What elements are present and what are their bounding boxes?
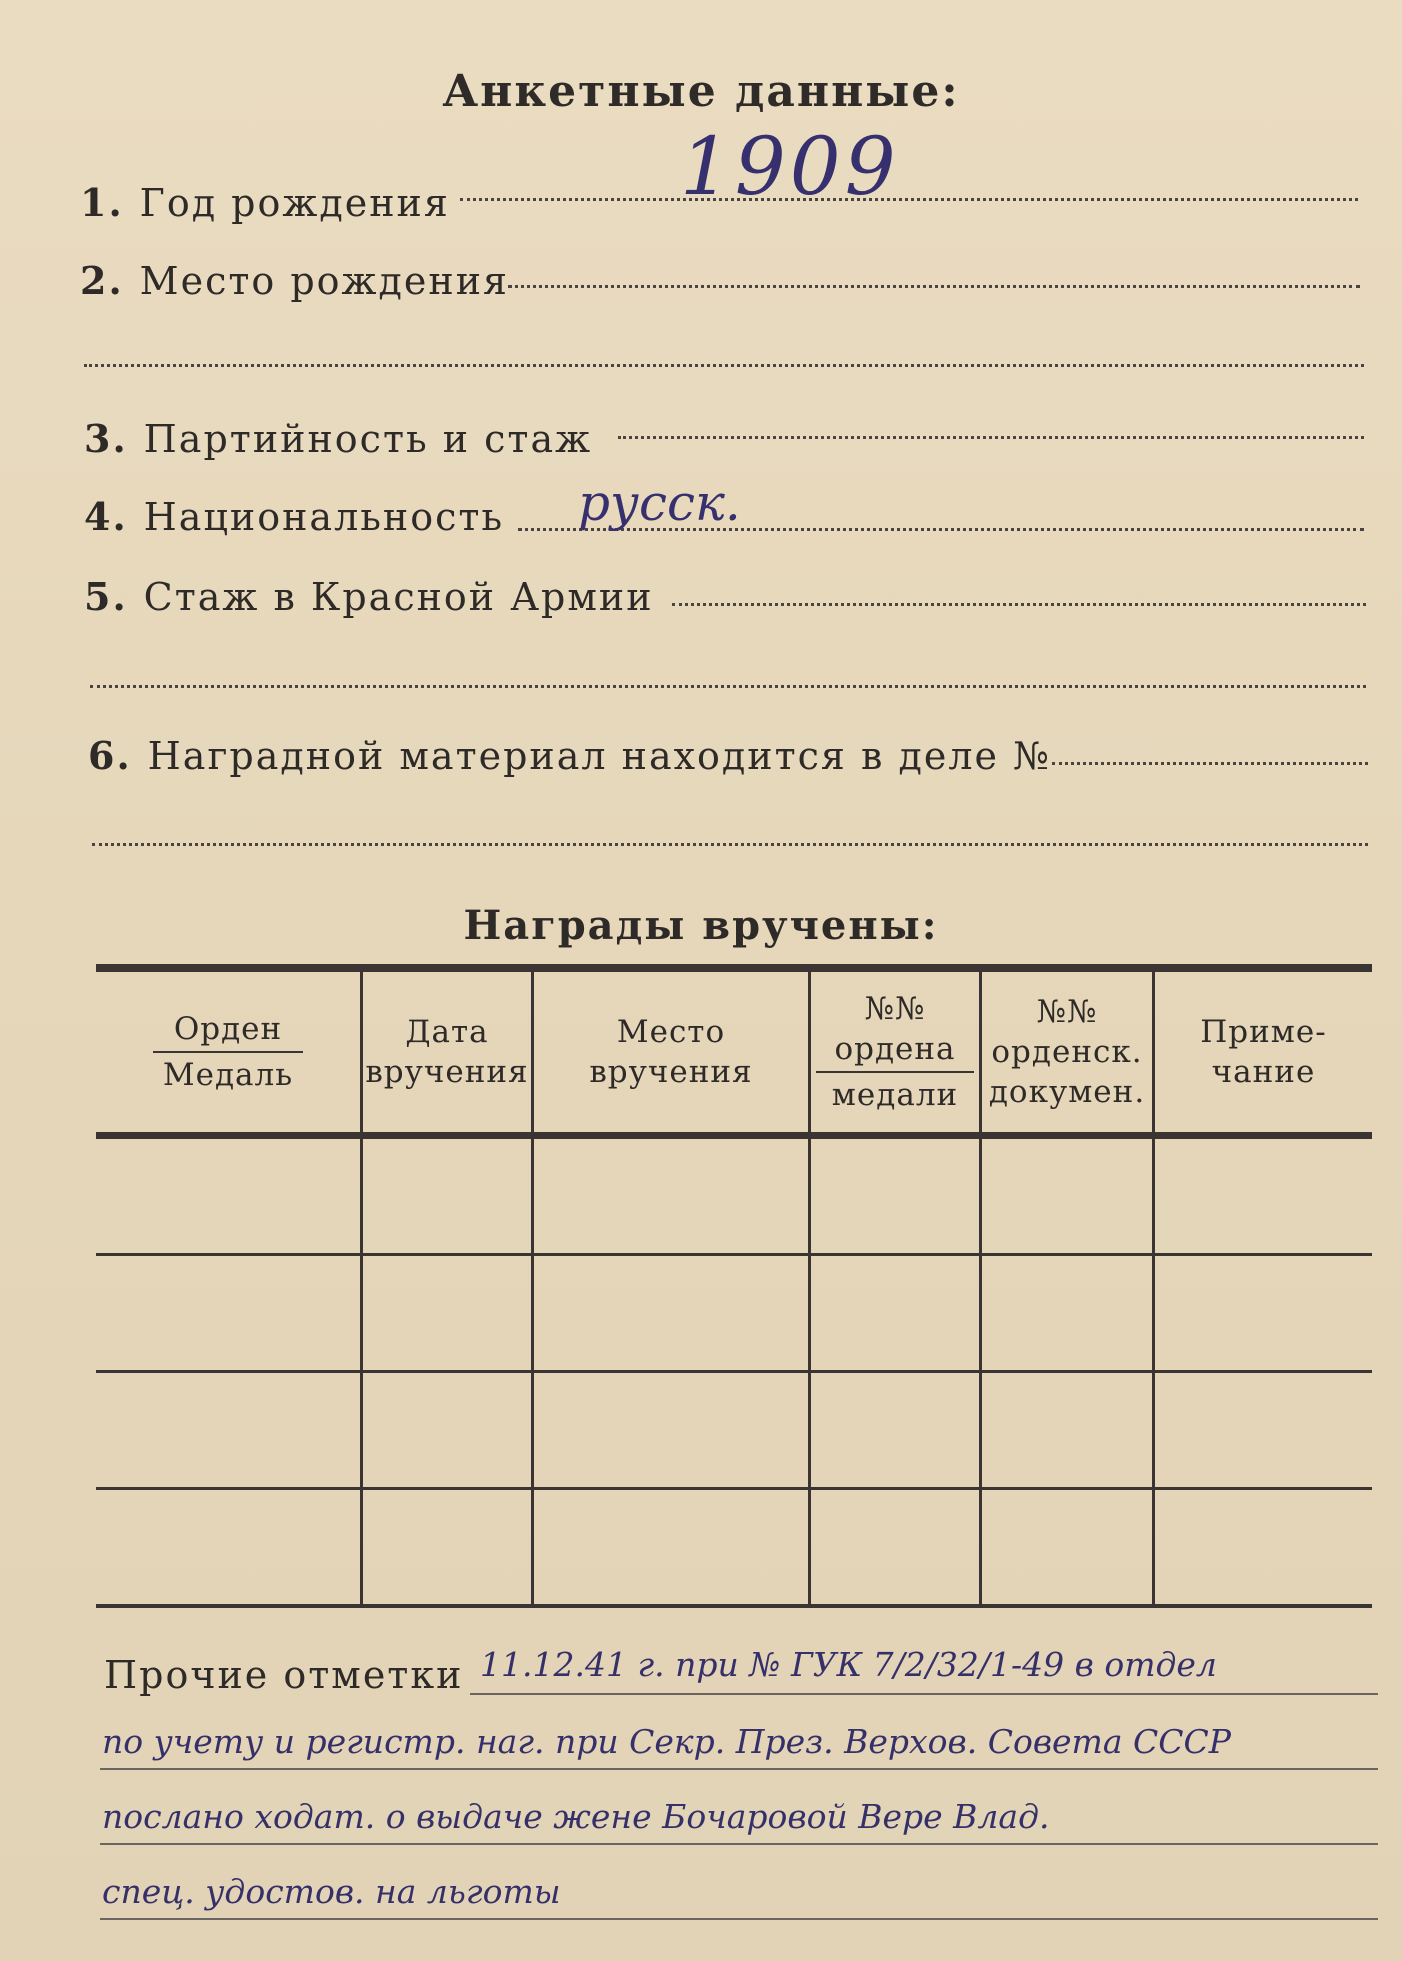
field-line xyxy=(1052,762,1368,765)
field-party: 3. Партийность и стаж xyxy=(84,416,593,461)
notes-line xyxy=(100,1843,1378,1845)
field-birth-year: 1. Год рождения xyxy=(80,180,450,225)
field-award-file: 6. Наградной материал находится в деле № xyxy=(88,733,1052,778)
col-order-medal: Орден Медаль xyxy=(96,968,362,1136)
table-row xyxy=(96,1489,1372,1607)
col-note: Приме-чание xyxy=(1154,968,1373,1136)
notes-line-4: спец. удостов. на льготы xyxy=(102,1872,561,1911)
other-notes-label: Прочие отметки xyxy=(104,1653,464,1697)
col-date: Дата вручения xyxy=(362,968,533,1136)
field-line xyxy=(92,843,1368,846)
field-line xyxy=(618,436,1364,439)
form-title: Анкетные данные: xyxy=(442,66,960,117)
col-document-number: №№ орденск. докумен. xyxy=(981,968,1154,1136)
field-line xyxy=(460,198,1358,201)
notes-line-3: послано ходат. о выдаче жене Бочаровой Вере Влад. xyxy=(102,1797,1050,1836)
table-row xyxy=(96,1255,1372,1372)
nationality-value: русск. xyxy=(578,474,741,532)
field-nationality: 4. Национальность xyxy=(84,494,505,539)
notes-line xyxy=(100,1918,1378,1920)
field-line xyxy=(90,685,1366,688)
field-army-service: 5. Стаж в Красной Армии xyxy=(84,574,654,619)
notes-line-1: 11.12.41 г. при № ГУК 7/2/32/1-49 в отдел xyxy=(480,1645,1217,1684)
col-order-number: №№ ордена медали xyxy=(810,968,981,1136)
notes-line-2: по учету и регистр. наг. при Секр. През. Верхов. Совета СССР xyxy=(102,1722,1231,1761)
table-row xyxy=(96,1136,1372,1255)
field-birth-place: 2. Место рождения xyxy=(80,258,510,303)
field-line xyxy=(508,285,1360,288)
col-place: Место вручения xyxy=(533,968,810,1136)
field-line xyxy=(672,603,1366,606)
table-row xyxy=(96,1372,1372,1489)
notes-line xyxy=(100,1768,1378,1770)
birth-year-value: 1909 xyxy=(680,120,900,213)
awards-title: Награды вручены: xyxy=(463,902,939,949)
field-line xyxy=(84,364,1364,367)
awards-table xyxy=(96,964,1372,1608)
notes-line xyxy=(470,1693,1378,1695)
